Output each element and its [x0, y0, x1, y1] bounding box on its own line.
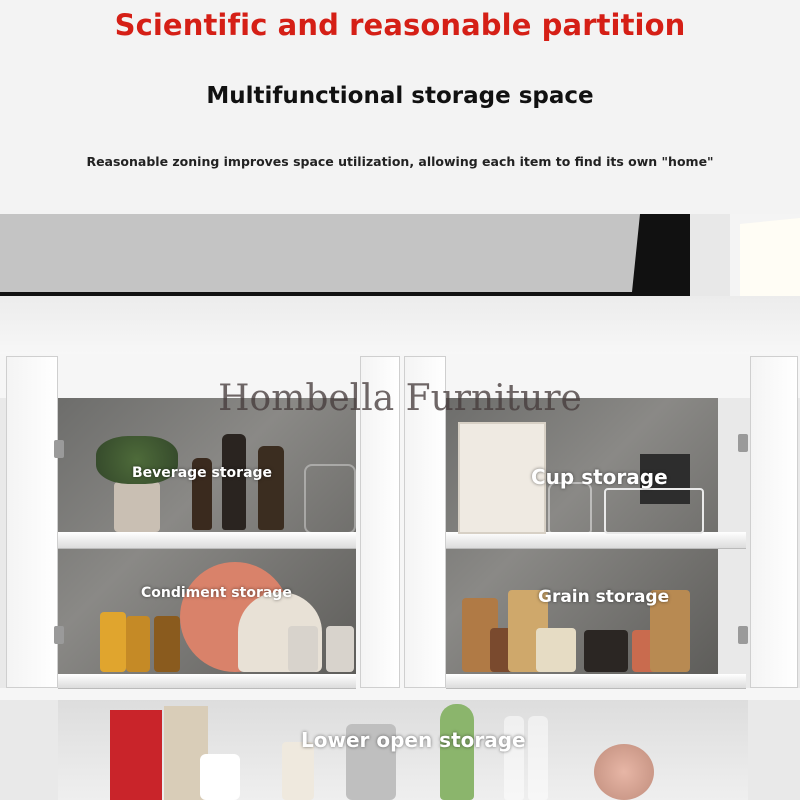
condiment-bottle [154, 616, 180, 672]
condiment-bottle [100, 612, 126, 672]
page-subtitle: Multifunctional storage space [206, 83, 594, 109]
watermark: Hombella Furniture [218, 378, 582, 419]
left-bottom-shelf [58, 674, 356, 689]
lower-open-storage-label: Lower open storage [301, 728, 526, 752]
hinge-icon [738, 626, 748, 644]
page-title: Scientific and reasonable partition [114, 8, 686, 42]
hinge-icon [54, 626, 64, 644]
glass-decanter [304, 464, 356, 534]
spice-jar [288, 626, 318, 672]
plant-pot [114, 482, 160, 532]
right-bottom-shelf [446, 674, 746, 689]
left-shelf [58, 532, 356, 549]
cabinet-bottom [0, 688, 800, 700]
grain-storage-label: Grain storage [538, 587, 670, 607]
ceiling-band [0, 296, 800, 354]
spice-jar [326, 626, 354, 672]
condiment-bottle [126, 616, 150, 672]
bottle [222, 434, 246, 530]
cup-stack [200, 754, 240, 800]
grain-jar [536, 628, 576, 672]
glass-bottle [528, 716, 548, 800]
beverage-storage-label: Beverage storage [132, 465, 273, 481]
cup-rack [604, 488, 704, 534]
grain-jar [584, 630, 628, 672]
hinge-icon [54, 440, 64, 458]
condiment-storage-label: Condiment storage [141, 585, 292, 601]
cup-storage-label: Cup storage [531, 465, 668, 489]
page-description: Reasonable zoning improves space utilization, allowing each item to find its own "home" [86, 154, 714, 169]
flour-bag [110, 710, 162, 800]
header-banner [0, 0, 800, 214]
figurine [440, 704, 474, 800]
bottle [258, 446, 284, 530]
hinge-icon [738, 434, 748, 452]
right-shelf [446, 532, 746, 549]
wine-glass [548, 482, 592, 534]
flower-vase [594, 744, 654, 800]
